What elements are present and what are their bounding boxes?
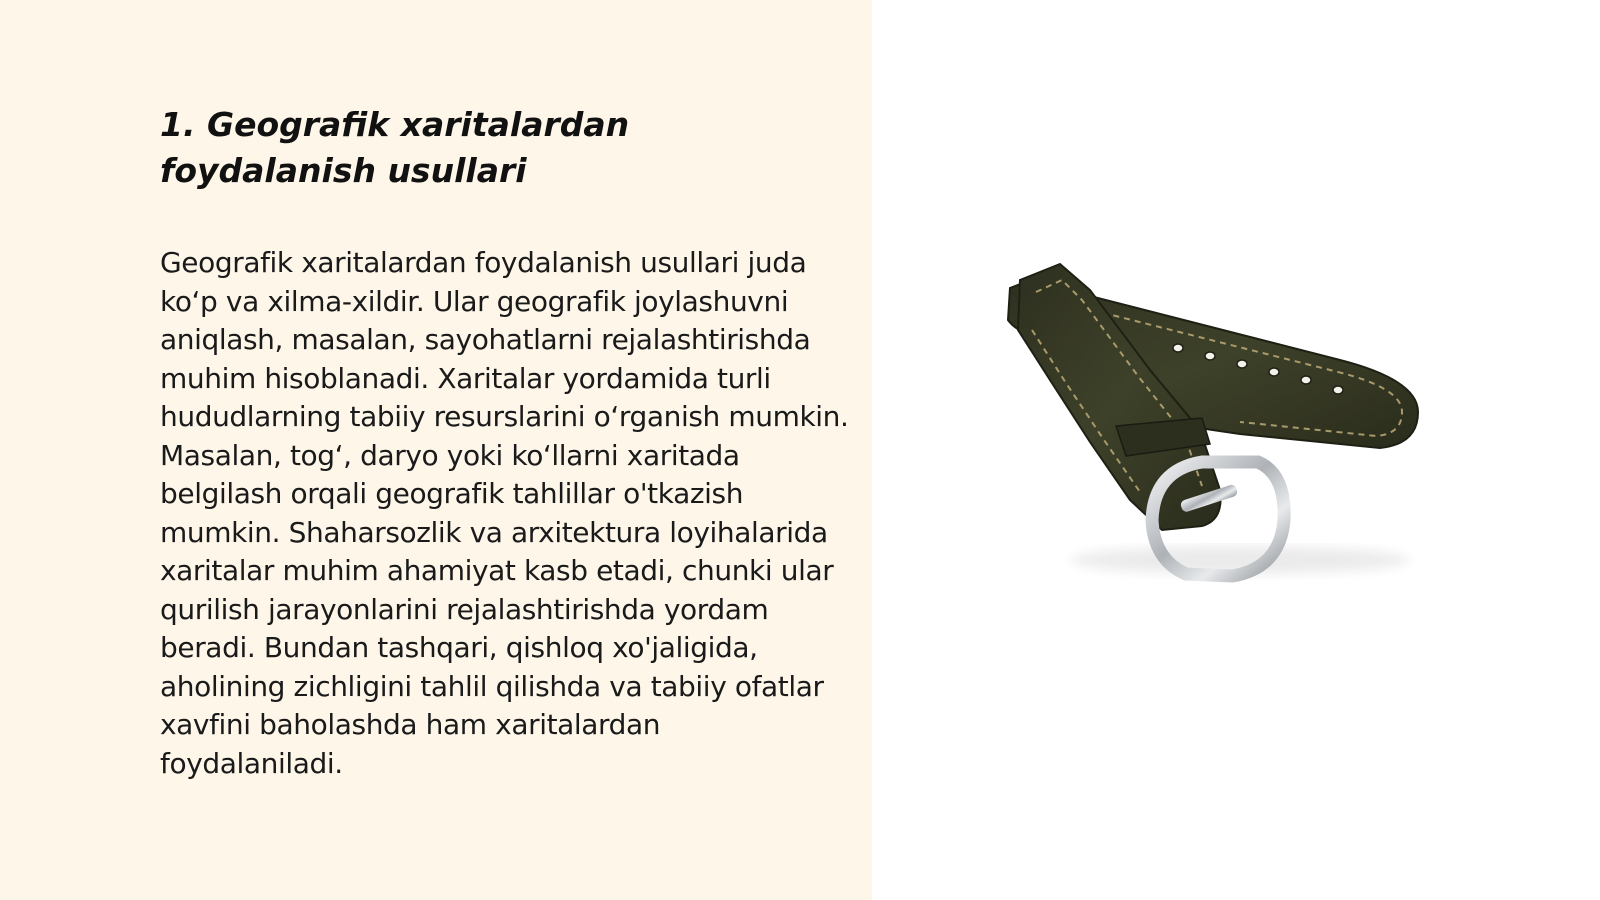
watch-strap-icon	[940, 230, 1460, 610]
slide-body-text: Geografik xaritalardan foydalanish usullari juda ko‘p va xilma-xildir. Ular geografik joylashuvni aniqlash, masalan, sayohatlarni rejalashtirishda muhim hisoblanadi. Xaritalar yordamida turli hududlarning tabiiy resurslarini o‘rganish mumkin. Masalan, tog‘, daryo yoki ko‘llarni xaritada belgilash orqali geografik tahlillar o'tkazish mumkin. Shaharsozlik va arxitektura loyihalarida xaritalar muhim ahamiyat kasb etadi, chunki ular qurilish jarayonlarini rejalashtirishda yordam beradi. Bundan tashqari, qishloq xo'jaligida, aholining zichligini tahlil qilishda va tabiiy ofatlar xavfini baholashda ham xaritalardan foydalaniladi.	[160, 246, 849, 780]
slide-title: 1. Geografik xaritalardan foydalanish usullari	[160, 105, 630, 190]
